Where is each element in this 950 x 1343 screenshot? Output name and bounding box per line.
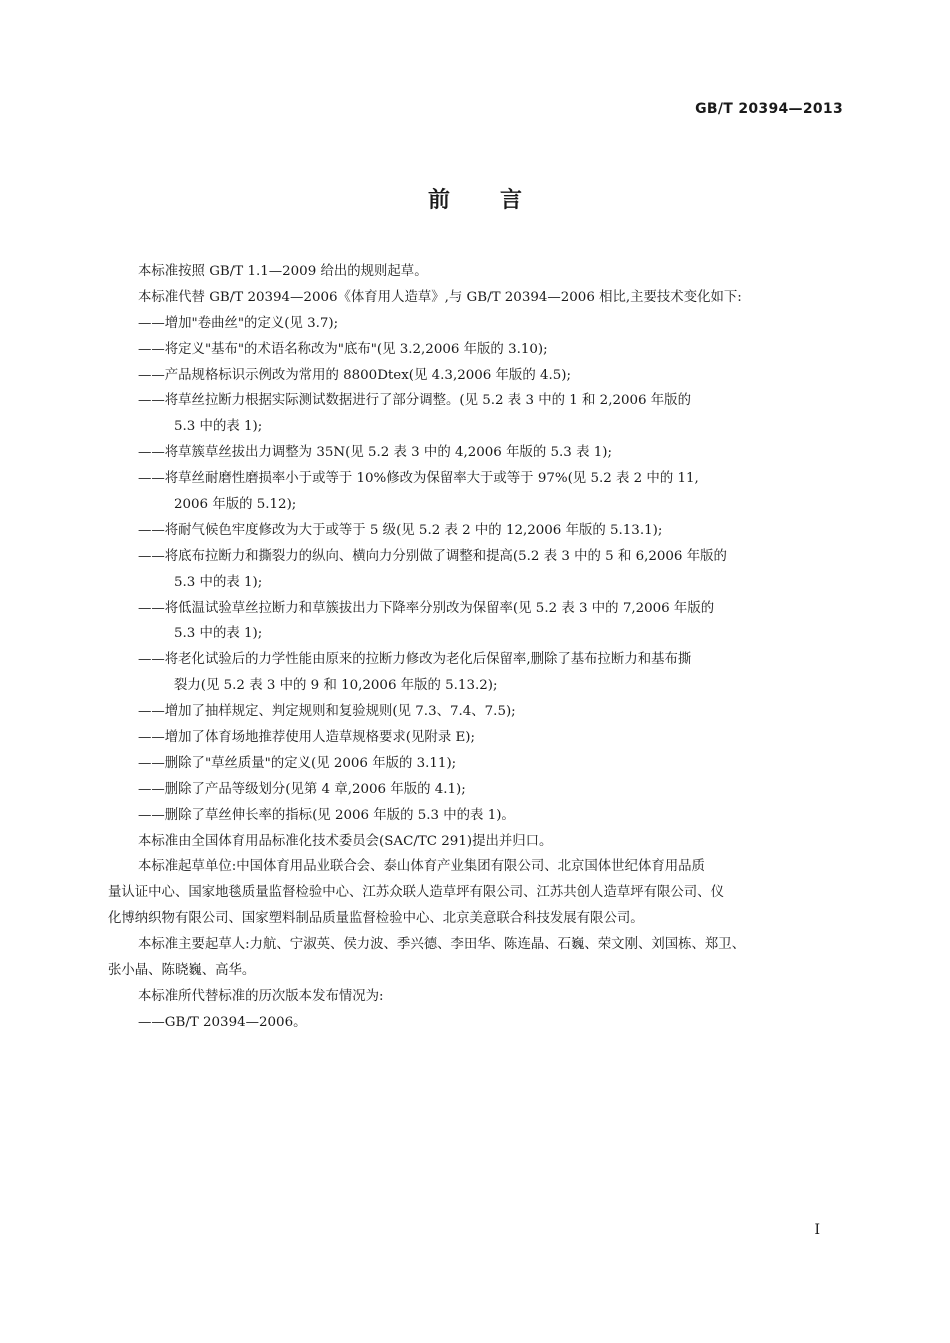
text-line-continuation: 量认证中心、国家地毯质量监督检验中心、江苏众联人造草坪有限公司、江苏共创人造草坪有限公司、仪: [108, 885, 724, 901]
text-line: 本标准按照 GB/T 1.1—2009 给出的规则起草。: [138, 264, 428, 279]
change-item-continuation: 5.3 中的表 1);: [174, 626, 263, 642]
text-line: 本标准主要起草人:力航、宁淑英、侯力波、季兴德、李田华、陈连晶、石巍、荣文刚、刘国栋、郑卫、: [138, 937, 746, 953]
standard-code: GB/T 20394—2013: [695, 101, 843, 117]
change-item: ——增加了抽样规定、判定规则和复验规则(见 7.3、7.4、7.5);: [138, 704, 516, 720]
change-item: ——将定义"基布"的术语名称改为"底布"(见 3.2,2006 年版的 3.10);: [138, 341, 548, 357]
change-item: ——删除了产品等级划分(见第 4 章,2006 年版的 4.1);: [138, 781, 466, 797]
text-line-continuation: 张小晶、陈晓巍、高华。: [108, 963, 256, 979]
change-item: ——删除了草丝伸长率的指标(见 2006 年版的 5.3 中的表 1)。: [138, 807, 515, 823]
change-item: ——将低温试验草丝拉断力和草簇拔出力下降率分别改为保留率(见 5.2 表 3 中的 7,2006 年版的: [138, 600, 715, 616]
change-item: ——将耐气候色牢度修改为大于或等于 5 级(见 5.2 表 2 中的 12,2006 年版的 5.13.1);: [138, 522, 663, 538]
text-line: 本标准起草单位:中国体育用品业联合会、泰山体育产业集团有限公司、北京国体世纪体育用品质: [138, 859, 705, 875]
change-item: ——将草丝耐磨性磨损率小于或等于 10%修改为保留率大于或等于 97%(见 5.2 表 2 中的 11,: [138, 471, 699, 487]
foreword-body: [108, 259, 844, 1036]
change-item: ——将草丝拉断力根据实际测试数据进行了部分调整。(见 5.2 表 3 中的 1 和 2,2006 年版的: [138, 393, 691, 409]
change-item: ——删除了"草丝质量"的定义(见 2006 年版的 3.11);: [138, 755, 457, 771]
change-item: ——GB/T 20394—2006。: [138, 1014, 307, 1030]
change-item: ——产品规格标识示例改为常用的 8800Dtex(见 4.3,2006 年版的 4.5);: [138, 367, 572, 383]
change-item: ——增加了体育场地推荐使用人造草规格要求(见附录 E);: [138, 730, 475, 746]
page-title: 前言: [427, 188, 572, 213]
change-item-continuation: 裂力(见 5.2 表 3 中的 9 和 10,2006 年版的 5.13.2);: [174, 678, 498, 694]
page-number: I: [814, 1222, 820, 1238]
change-item-continuation: 5.3 中的表 1);: [174, 574, 263, 590]
text-line-continuation: 化博纳织物有限公司、国家塑料制品质量监督检验中心、北京美意联合科技发展有限公司。: [108, 911, 644, 927]
change-item: ——将底布拉断力和撕裂力的纵向、横向力分别做了调整和提高(5.2 表 3 中的 5 和 6,2006 年版的: [138, 548, 727, 564]
text-line: 本标准代替 GB/T 20394—2006《体育用人造草》,与 GB/T 20394—2006 相比,主要技术变化如下:: [138, 289, 742, 305]
change-item: ——增加"卷曲丝"的定义(见 3.7);: [138, 315, 339, 331]
text-line: 本标准由全国体育用品标准化技术委员会(SAC/TC 291)提出并归口。: [138, 833, 553, 849]
change-item: ——将草簇草丝拔出力调整为 35N(见 5.2 表 3 中的 4,2006 年版的 5.3 表 1);: [138, 445, 612, 461]
change-item-continuation: 2006 年版的 5.12);: [174, 497, 297, 513]
change-item-continuation: 5.3 中的表 1);: [174, 419, 263, 435]
change-item: ——将老化试验后的力学性能由原来的拉断力修改为老化后保留率,删除了基布拉断力和基布撕: [138, 652, 692, 668]
text-line: 本标准所代替标准的历次版本发布情况为:: [138, 988, 384, 1004]
